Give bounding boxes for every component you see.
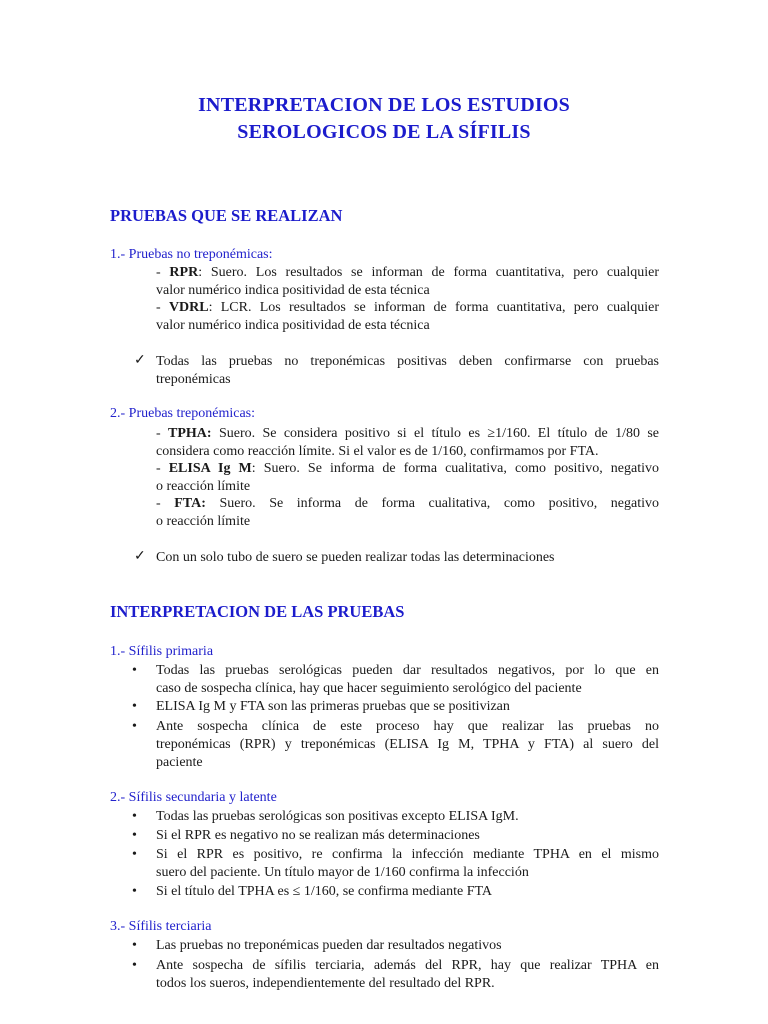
- bullet-icon: •: [132, 958, 137, 973]
- terciaria-item-2: Ante sospecha de sífilis terciaria, además del RPR, hay que realizar TPHA en todos los sueros, independientemente del resultado del RPR.: [156, 958, 659, 991]
- fta-paragraph: [156, 495, 659, 531]
- fta-term: FTA:: [174, 496, 206, 511]
- tpha-line1: - TPHA: Suero. Se considera positivo si el título es ≥1/160. El título de 1/80 se: [156, 426, 660, 441]
- secundaria-item-4: Si el título del TPHA es ≤ 1/160, se confirma mediante FTA: [156, 884, 493, 899]
- subheading-treponemicas: 2.- Pruebas treponémicas:: [110, 406, 256, 421]
- note2-line1: Con un solo tubo de suero se pueden realizar todas las determinaciones: [156, 550, 555, 565]
- subheading-primaria: 1.- Sífilis primaria: [110, 644, 214, 659]
- vdrl-line1: - VDRL: LCR. Los resultados se informan de forma cuantitativa, pero cualquier: [156, 300, 659, 315]
- elisa-line1: - ELISA Ig M: Suero. Se informa de forma cualitativa, como positivo, negativo: [156, 461, 659, 476]
- note1-line1: Todas las pruebas no treponémicas positivas deben confirmarse con pruebas: [156, 354, 659, 369]
- primaria-item-1: Todas las pruebas serológicas pueden dar resultados negativos, por lo que en caso de sospecha clínica, hay que hacer seguimiento serológico del paciente: [156, 663, 659, 696]
- page-title: [0, 92, 768, 146]
- elisa-term: ELISA Ig M: [168, 461, 252, 476]
- page-title-line1: INTERPRETACION DE LOS ESTUDIOS: [198, 94, 570, 116]
- vdrl-line2: valor numérico indica positividad de esta técnica: [156, 318, 430, 333]
- primaria-item-2: ELISA Ig M y FTA son las primeras pruebas que se positivizan: [156, 699, 510, 714]
- bullet-icon: •: [132, 847, 137, 862]
- section-heading-interpretacion: INTERPRETACION DE LAS PRUEBAS: [110, 602, 405, 621]
- subheading-terciaria: 3.- Sífilis terciaria: [110, 919, 212, 934]
- tpha-term: TPHA:: [168, 426, 212, 441]
- secundaria-item-1: Todas las pruebas serológicas son positivas excepto ELISA IgM.: [156, 809, 519, 824]
- fta-line2: o reacción límite: [156, 514, 251, 529]
- bullet-icon: •: [132, 828, 137, 843]
- check-icon: ✓: [134, 549, 146, 564]
- primaria-item-3: Ante sospecha clínica de este proceso hay que realizar las pruebas no treponémicas (RPR) y treponémicas (ELISA Ig M, TPHA y FTA) al suero del paciente: [156, 719, 659, 770]
- tpha-paragraph: [156, 425, 659, 461]
- rpr-line1: - RPR: Suero. Los resultados se informan de forma cuantitativa, pero cualquier: [156, 265, 659, 280]
- bullet-icon: •: [132, 699, 137, 714]
- check-icon: ✓: [134, 353, 146, 368]
- no-treponemicas-note: [156, 353, 659, 389]
- secundaria-item-2: Si el RPR es negativo no se realizan más determinaciones: [156, 828, 480, 843]
- vdrl-paragraph: [156, 299, 659, 335]
- bullet-icon: •: [132, 663, 137, 678]
- treponemicas-note: [156, 549, 659, 567]
- elisa-line2: o reacción límite: [156, 479, 251, 494]
- page-title-line2: SEROLOGICOS DE LA SÍFILIS: [237, 121, 531, 143]
- bullet-icon: •: [132, 809, 137, 824]
- secundaria-item-3: Si el RPR es positivo, re confirma la infección mediante TPHA en el mismo suero del paciente. Un título mayor de 1/160 confirma la infección: [156, 847, 659, 880]
- terciaria-item-1: Las pruebas no treponémicas pueden dar resultados negativos: [156, 938, 502, 953]
- rpr-line2: valor numérico indica positividad de esta técnica: [156, 283, 430, 298]
- elisa-paragraph: [156, 460, 659, 496]
- tpha-line2: considera como reacción límite. Si el valor es de 1/160, confirmamos por FTA.: [156, 444, 599, 459]
- subheading-no-treponemicas: 1.- Pruebas no treponémicas:: [110, 247, 273, 262]
- note1-line2: treponémicas: [156, 372, 231, 387]
- section-heading-pruebas: PRUEBAS QUE SE REALIZAN: [110, 206, 343, 225]
- rpr-paragraph: [156, 264, 659, 300]
- fta-line1: - FTA: Suero. Se informa de forma cualitativa, como positivo, negativo: [156, 496, 659, 511]
- rpr-term: RPR: [169, 265, 199, 280]
- vdrl-term: VDRL: [168, 300, 209, 315]
- subheading-secundaria: 2.- Sífilis secundaria y latente: [110, 790, 277, 805]
- bullet-icon: •: [132, 938, 137, 953]
- bullet-icon: •: [132, 719, 137, 734]
- bullet-icon: •: [132, 884, 137, 899]
